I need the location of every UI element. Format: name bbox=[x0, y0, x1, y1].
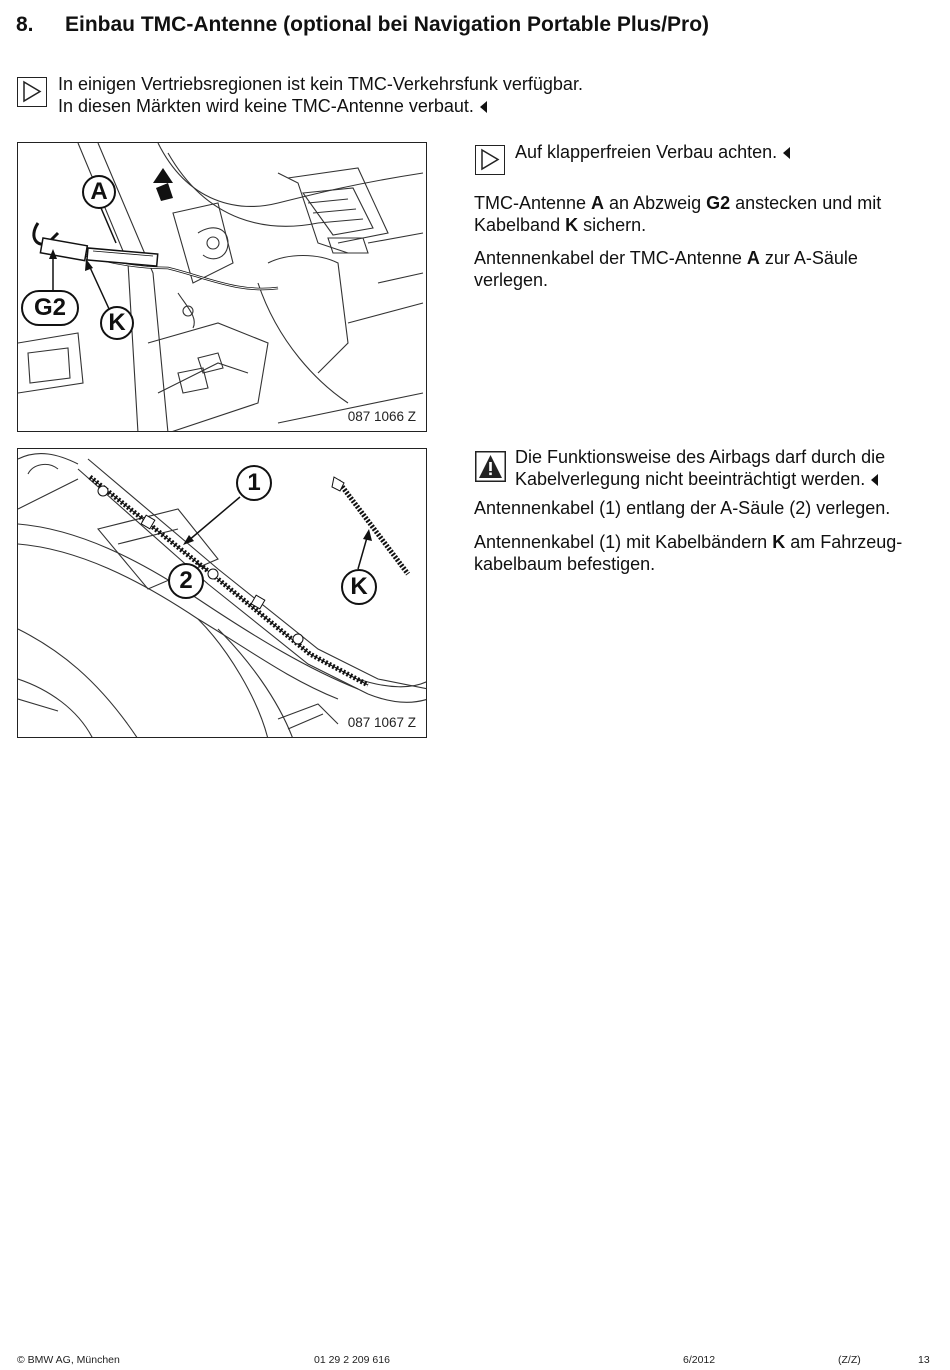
figure-1-number: 087 1066 Z bbox=[347, 409, 416, 424]
note-triangle-icon bbox=[17, 77, 47, 107]
footer-page-number: 13 bbox=[918, 1354, 930, 1366]
label-k-tie: K bbox=[341, 569, 377, 605]
label-2: 2 bbox=[168, 563, 204, 599]
label-g2: G2 bbox=[21, 290, 79, 326]
footer-doc-number: 01 29 2 209 616 bbox=[314, 1354, 390, 1366]
label-k: K bbox=[100, 306, 134, 340]
intro-note-line2: In diesen Märkten wird keine TMC-Antenne verbaut. bbox=[58, 95, 583, 117]
figure-2 bbox=[17, 448, 427, 738]
step2-warning: Die Funktionsweise des Airbags darf durch die Kabelverlegung nicht beeinträchtigt werden. bbox=[515, 447, 886, 489]
intro-note bbox=[58, 73, 583, 117]
section-title: Einbau TMC-Antenne (optional bei Navigation Portable Plus/Pro) bbox=[65, 13, 710, 36]
label-a: A bbox=[82, 175, 116, 209]
section-number: 8. bbox=[16, 13, 34, 36]
footer-date: 6/2012 bbox=[683, 1354, 716, 1366]
end-of-note-icon bbox=[871, 474, 878, 486]
figure-1-illustration bbox=[18, 143, 427, 432]
warning-triangle-icon bbox=[475, 451, 506, 482]
label-1: 1 bbox=[236, 465, 272, 501]
step2-paragraph1: Antennenkabel (1) entlang der A-Säule (2) verlegen. bbox=[474, 498, 891, 518]
figure-1 bbox=[17, 142, 427, 432]
step2-paragraph2: Antennenkabel (1) mit Kabelbändern K am Fahrzeug- kabelbaum befestigen. bbox=[474, 532, 903, 574]
end-of-note-icon bbox=[480, 101, 487, 113]
step1-paragraph2: Antennenkabel der TMC-Antenne A zur A-Säule verlegen. bbox=[474, 248, 858, 290]
intro-note-line1: In einigen Vertriebsregionen ist kein TMC-Verkehrsfunk verfügbar. bbox=[58, 74, 583, 94]
footer-code: (Z/Z) bbox=[838, 1354, 861, 1366]
step1-note: Auf klapperfreien Verbau achten. bbox=[515, 141, 790, 163]
figure-2-number: 087 1067 Z bbox=[347, 715, 416, 730]
step1-paragraph1: TMC-Antenne A an Abzweig G2 anstecken und mit Kabelband K sichern. bbox=[474, 193, 882, 235]
footer-copyright: © BMW AG, München bbox=[17, 1354, 120, 1366]
note-triangle-icon bbox=[475, 145, 505, 175]
end-of-note-icon bbox=[783, 147, 790, 159]
